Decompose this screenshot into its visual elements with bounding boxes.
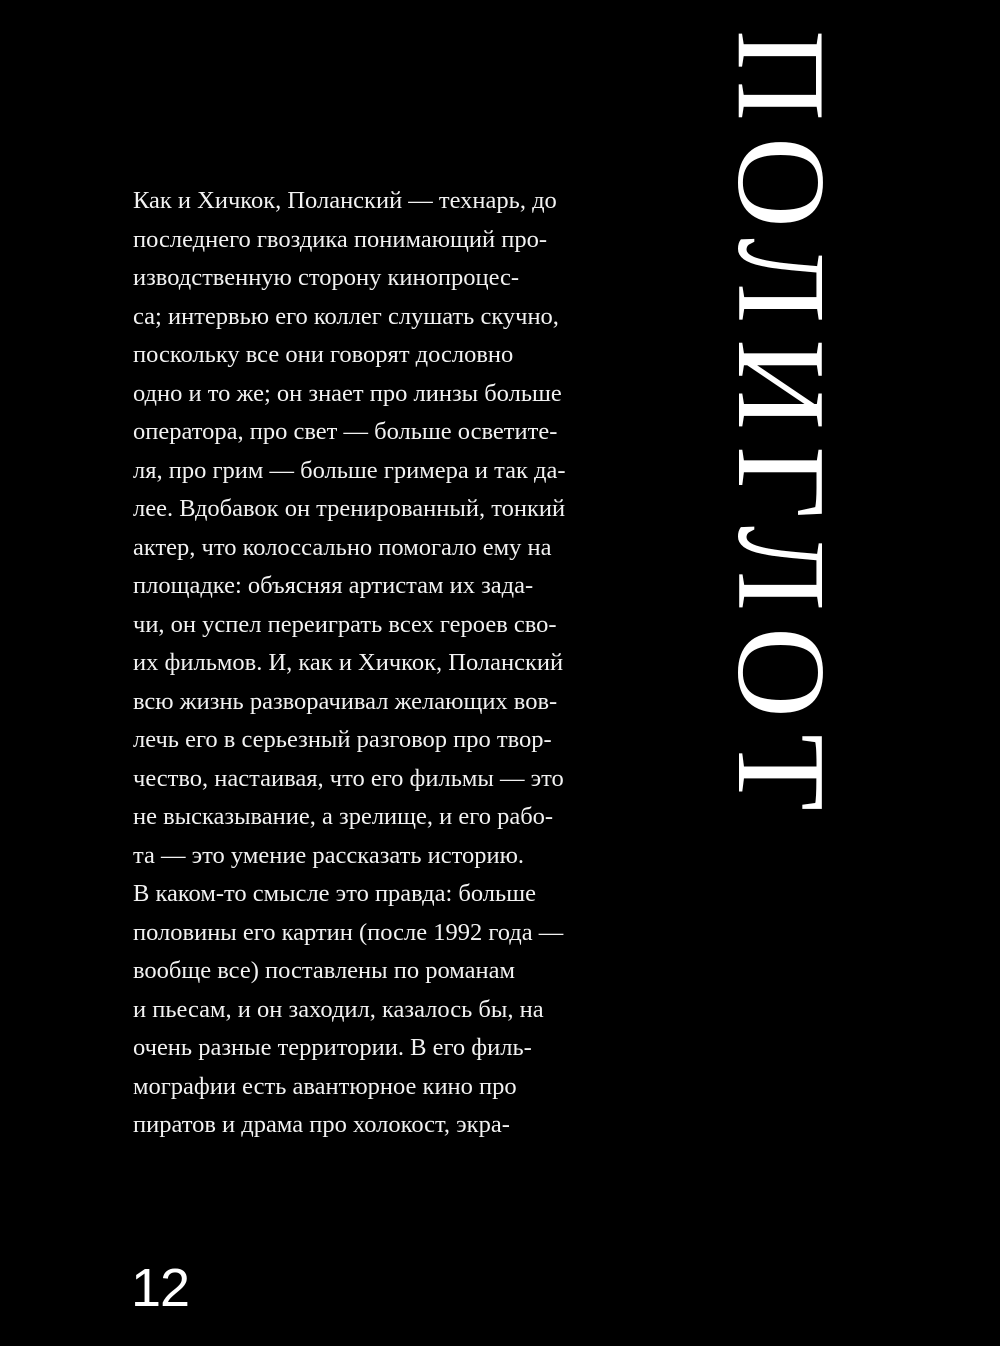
text-line: очень разные территории. В его филь- xyxy=(133,1034,532,1061)
text-line: и пьесам, и он заходил, казалось бы, на xyxy=(133,995,544,1023)
text-line: площадке: объясняя артистам их зада- xyxy=(133,572,534,599)
body-text xyxy=(133,182,653,1145)
text-line: поскольку все они говорят дословно xyxy=(133,341,514,368)
text-line: са; интервью его коллег слушать скучно, xyxy=(133,302,559,330)
text-line: оператора, про свет — больше осветите- xyxy=(133,418,558,445)
chapter-title: ПОЛИГЛОТ xyxy=(711,30,850,827)
text-line: изводственную сторону кинопроцес- xyxy=(133,264,520,291)
text-line: лее. Вдобавок он тренированный, тонкий xyxy=(133,495,566,522)
chapter-title-container xyxy=(700,30,860,827)
text-line: ля, про грим — больше гримера и так да- xyxy=(133,456,566,484)
text-line: чество, настаивая, что его фильмы — это xyxy=(133,764,564,792)
text-line: мографии есть авантюрное кино про xyxy=(133,1072,517,1100)
text-line: актер, что колоссально помогало ему на xyxy=(133,533,552,561)
text-line: та — это умение рассказать историю. xyxy=(133,841,525,869)
text-line: одно и то же; он знает про линзы больше xyxy=(133,379,562,407)
text-line: не высказывание, а зрелище, и его рабо- xyxy=(133,803,554,830)
text-line: последнего гвоздика понимающий про- xyxy=(133,225,548,253)
text-line: их фильмов. И, как и Хичкок, Поланский xyxy=(133,649,564,676)
text-line: Как и Хичкок, Поланский — технарь, до xyxy=(133,187,557,214)
text-line: половины его картин (после 1992 года — xyxy=(133,918,564,946)
text-line: чи, он успел переиграть всех героев сво- xyxy=(133,610,557,638)
text-line: вообще все) поставлены по романам xyxy=(133,957,515,984)
page-number: 12 xyxy=(131,1258,190,1318)
text-line: всю жизнь разворачивал желающих вов- xyxy=(133,687,558,715)
text-line: В каком-то смысле это правда: больше xyxy=(133,880,536,907)
text-line: лечь его в серьезный разговор про твор- xyxy=(133,726,552,753)
text-line: пиратов и драма про холокост, экра- xyxy=(133,1111,510,1138)
